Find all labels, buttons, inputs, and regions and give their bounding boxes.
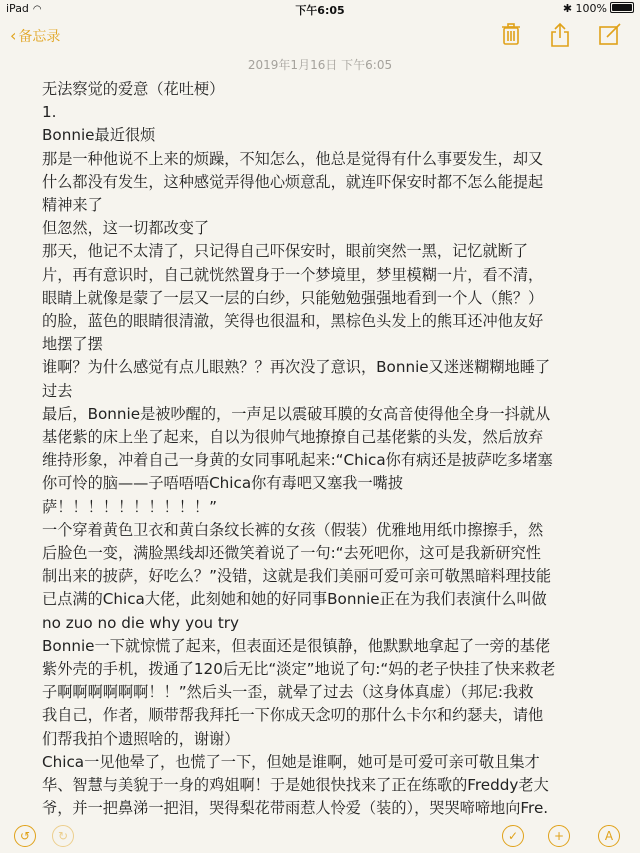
note-line: 你可怜的脑——子唔唔唔Chica你有毒吧又塞我一嘴披: [42, 474, 404, 493]
redo-icon[interactable]: ↻: [52, 825, 74, 847]
note-line: 紫外壳的手机，拨通了120后无比“淡定”地说了句:“妈的老子快挂了快来救老: [42, 660, 556, 679]
back-label: 备忘录: [18, 29, 61, 45]
battery-percent: 100%: [575, 2, 607, 15]
note-line: 无法察觉的爱意（花吐梗）: [42, 80, 225, 98]
note-line: Bonnie最近很烦: [42, 126, 156, 145]
note-line: 爷，并一把鼻涕一把泪，哭得梨花带雨惹人怜爱（装的），哭哭啼啼地向Fre.: [42, 799, 549, 818]
note-line: 维持形象，冲着自己一身黄的女同事吼起来:“Chica你有病还是披萨吃多堵塞: [42, 451, 553, 470]
status-time: 下午6:05: [295, 4, 345, 17]
battery-icon: [610, 2, 634, 13]
checklist-icon[interactable]: ✓: [502, 825, 524, 847]
note-line: 后脸色一变，满脸黑线却还微笑着说了一句:“去死吧你，这可是我新研究性: [42, 544, 541, 563]
bottom-toolbar: [0, 820, 640, 853]
note-line: 萨！！！！！！！！！！”: [42, 497, 217, 516]
note-line: 但忽然，这一切都改变了: [42, 219, 210, 238]
note-line: Bonnie一下就惊慌了起来，但表面还是很镇静，他默默地拿起了一旁的基佬: [42, 636, 551, 655]
note-line: 那天，他记不太清了，只记得自己吓保安时，眼前突然一黑，记忆就断了: [42, 242, 528, 261]
note-line: 地摆了摆: [42, 335, 103, 354]
note-line: 子啊啊啊啊啊啊！！”然后头一歪，就晕了过去（这身体真虚）（邦尼:我救: [42, 683, 534, 702]
note-line: 们帮我拍个遗照啥的，谢谢）: [42, 729, 240, 748]
undo-icon[interactable]: ↺: [14, 825, 36, 847]
share-icon[interactable]: [547, 22, 573, 48]
note-line: 我自己，作者，顺带帮我拜托一下你成天念叨的那什么卡尔和约瑟夫，请他: [42, 706, 544, 725]
nav-bar: [0, 18, 640, 52]
note-line: 一个穿着黄色卫衣和黄白条纹长裤的女孩（假装）优雅地用纸巾擦擦手，然: [42, 520, 544, 539]
note-line: 片，再有意识时，自己就恍然置身于一个梦境里，梦里模糊一片，看不清，: [42, 265, 544, 284]
note-line: 1.: [42, 103, 57, 122]
note-line: Chica一见他晕了，也慌了一下，但她是谁啊，她可是可爱可亲可敬且集才: [42, 752, 540, 771]
compose-icon[interactable]: [597, 22, 623, 48]
back-button[interactable]: [10, 26, 60, 46]
device-label: iPad ◠: [6, 2, 45, 15]
bluetooth-icon: ✱: [562, 2, 573, 15]
note-line: 谁啊？为什么感觉有点儿眼熟？？再次没了意识，Bonnie又迷迷糊糊地睡了: [42, 358, 551, 377]
wifi-icon: ◠: [32, 4, 42, 15]
note-line: 基佬紫的床上坐了起来，自以为很帅气地撩撩自己基佬紫的头发，然后放弃: [42, 428, 544, 447]
note-line: 眼睛上就像是蒙了一层又一层的白纱，只能勉勉强强地看到一个人（熊？）: [42, 288, 544, 307]
note-line: 华、智慧与美貌于一身的鸡姐啊！于是她很快找来了正在练歌的Freddy老大: [42, 776, 549, 795]
status-bar: [0, 0, 640, 18]
note-line: 最后，Bonnie是被吵醒的，一声足以震破耳膜的女高音使得他全身一抖就从: [42, 404, 551, 423]
battery-indicator: [563, 2, 634, 15]
note-line: 的脸，蓝色的眼睛很清澈，笑得也很温和，黑棕色头发上的熊耳还冲他友好: [42, 312, 544, 331]
note-date: 2019年1月16日 下午6:05: [247, 58, 393, 72]
note-line: 过去: [42, 381, 73, 400]
note-line: 已点满的Chica大佬，此刻她和她的好同事Bonnie正在为我们表演什么叫做: [42, 590, 547, 609]
markup-icon[interactable]: A: [598, 825, 620, 847]
chevron-left-icon: ‹: [10, 26, 17, 45]
add-icon[interactable]: +: [548, 825, 570, 847]
note-line: 那是一种他说不上来的烦躁，不知怎么，他总是觉得有什么事要发生，却又: [42, 149, 544, 168]
note-line: 精神来了: [42, 196, 103, 215]
note-line: 制出来的披萨，好吃么？”没错，这就是我们美丽可爱可亲可敬黑暗料理技能: [42, 567, 552, 586]
note-body[interactable]: [42, 78, 602, 818]
trash-icon[interactable]: [498, 22, 524, 48]
note-line: 什么都没有发生，这种感觉弄得他心烦意乱，就连吓保安时都不怎么能提起: [42, 172, 544, 191]
note-line: no zuo no die why you try: [42, 613, 240, 632]
